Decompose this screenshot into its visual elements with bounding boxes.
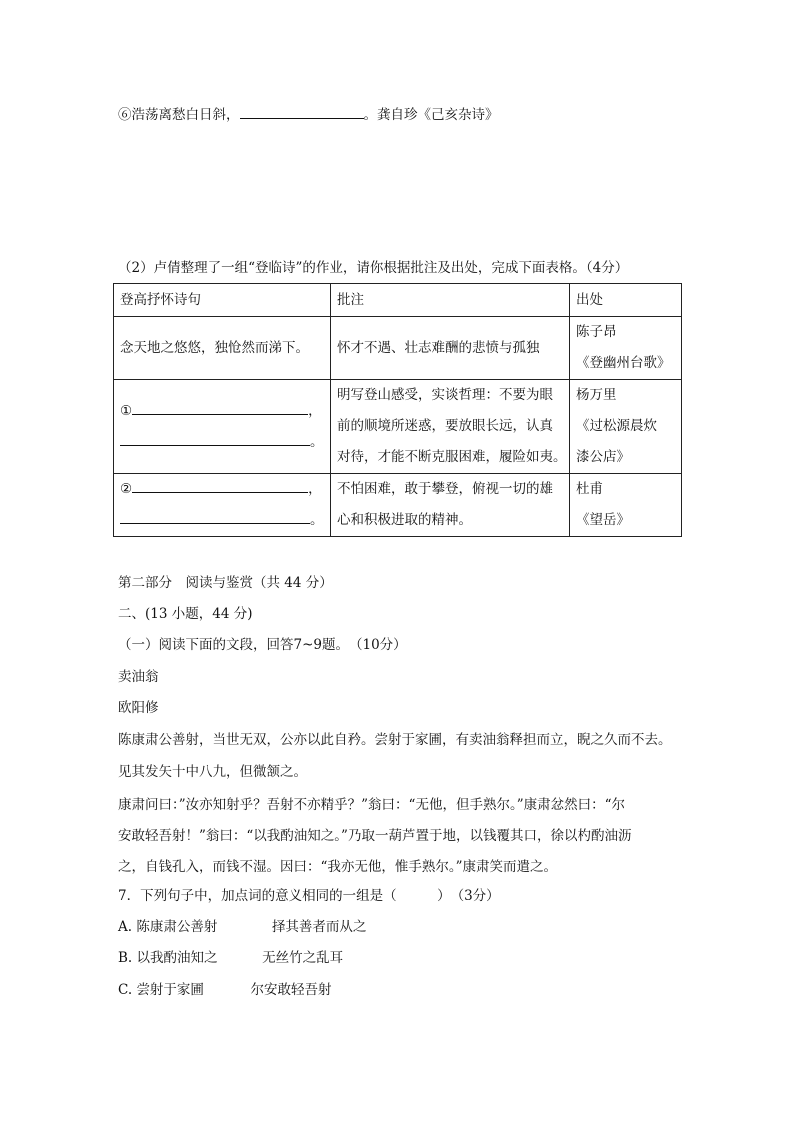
passage-line: 安敢轻吾射！”翁曰：“以我酌油知之。”乃取一葫芦置于地，以钱覆其口，徐以杓酌油沥 — [118, 828, 632, 844]
row1-note — [331, 317, 570, 380]
verse-blank-1b[interactable] — [120, 431, 310, 446]
row3-verse-line1 — [120, 474, 324, 505]
passage-title: 卖油翁 — [118, 669, 159, 685]
row1-source-title: 《登幽州台歌》 — [576, 355, 671, 371]
row2-source-line: 《过松源晨炊 — [576, 418, 657, 434]
row2-note-line: 前的顺境所迷惑，要放眼长远，认真 — [337, 418, 553, 434]
row2-note-line: 对待，才能不断克服困难，履险如夷。 — [337, 449, 567, 465]
option-c[interactable] — [118, 980, 332, 1000]
row3-verse-line2 — [120, 505, 324, 536]
header-verse: 登高抒怀诗句 — [114, 284, 331, 317]
row3-note-line: 心和积极进取的精神。 — [337, 512, 472, 528]
verse-blank-2a[interactable] — [132, 478, 308, 493]
fill-item-6 — [118, 104, 499, 125]
row3-source-line: 杜甫 — [576, 481, 603, 497]
row1-source-author: 陈子昂 — [576, 324, 617, 340]
row3-source-line: 《望岳》 — [576, 512, 630, 528]
row2-verse — [114, 380, 331, 474]
table-row — [114, 317, 682, 380]
question-7-stem: 7．下列句子中，加点词的意义相同的一组是（ ） （3分） — [118, 888, 500, 904]
comma: ， — [308, 402, 322, 419]
verse-blank-1a[interactable] — [132, 400, 308, 415]
header-source: 出处 — [570, 284, 682, 317]
row3-source — [570, 474, 682, 537]
option-c-letter: C. — [118, 982, 133, 998]
passage-line: 见其发矢十中八九，但微颔之。 — [118, 764, 307, 780]
row2-note — [331, 380, 570, 474]
part-two-heading: 第二部分 阅读与鉴赏（共 44 分） — [118, 575, 333, 591]
row1-note-line: 怀才不遇、壮志难酬的悲愤与孤独 — [337, 339, 540, 356]
marker-2: ② — [120, 481, 133, 497]
fill-blank-6[interactable] — [240, 104, 364, 119]
row2-note-line: 明写登山感受，实谈哲理：不要为眼 — [337, 387, 553, 403]
option-a-letter: A. — [118, 919, 133, 935]
option-a-right: 择其善者而从之 — [271, 919, 367, 935]
sub-instruction: （一）阅读下面的文段，回答7~9题。 （10分） — [118, 637, 407, 653]
header-note: 批注 — [331, 284, 570, 317]
row2-source-line: 漆公店》 — [576, 449, 630, 465]
option-b-left: 以我酌油知之 — [136, 950, 218, 966]
table-row — [114, 474, 682, 537]
option-b[interactable] — [118, 948, 343, 968]
row3-note — [331, 474, 570, 537]
comma: ， — [308, 481, 322, 497]
option-c-right: 尔安敢轻吾射 — [250, 982, 332, 998]
fill-item-6-suffix: 。龚自珍《己亥杂诗》 — [363, 107, 499, 123]
passage-author: 欧阳修 — [118, 700, 159, 716]
option-a[interactable] — [118, 917, 366, 937]
passage-line: 康肃问曰：”汝亦知射乎？吾射不亦精乎？”翁曰：“无他，但手熟尔。”康肃忿然曰：“尔 — [118, 797, 626, 813]
question-2-text: （2）卢倩整理了一组“登临诗”的作业，请你根据批注及出处，完成下面表格。（4分） — [118, 260, 629, 276]
section-two-heading: 二、(13 小题，44 分) — [118, 606, 253, 622]
table-header-row — [114, 284, 682, 317]
fill-item-6-prefix: ⑥浩荡离愁白日斜， — [118, 107, 240, 123]
option-b-right: 无丝竹之乱耳 — [262, 950, 344, 966]
option-b-letter: B. — [118, 950, 133, 966]
row1-source — [570, 317, 682, 380]
row2-source-line: 杨万里 — [576, 387, 617, 403]
row1-verse: 念天地之悠悠，独怆然而涕下。 — [114, 317, 331, 380]
row2-verse-line2 — [120, 427, 324, 458]
passage-line: 陈康肃公善射，当世无双，公亦以此自矜。尝射于家圃，有卖油翁释担而立，睨之久而不去。 — [118, 732, 672, 748]
row3-verse — [114, 474, 331, 537]
verse-blank-2b[interactable] — [120, 509, 310, 524]
period: 。 — [310, 433, 324, 450]
marker-1: ① — [120, 402, 133, 419]
row3-note-line: 不怕困难，敢于攀登，俯视一切的雄 — [337, 481, 553, 497]
option-a-left: 陈康肃公善射 — [136, 919, 218, 935]
poem-table — [113, 283, 682, 537]
passage-line: 之，自钱孔入，而钱不湿。因曰：“我亦无他，惟手熟尔。”康肃笑而遣之。 — [118, 859, 558, 875]
table-row — [114, 380, 682, 474]
row2-source — [570, 380, 682, 474]
option-c-left: 尝射于家圃 — [136, 982, 204, 998]
row2-verse-line1 — [120, 396, 324, 427]
period: 。 — [310, 512, 324, 528]
